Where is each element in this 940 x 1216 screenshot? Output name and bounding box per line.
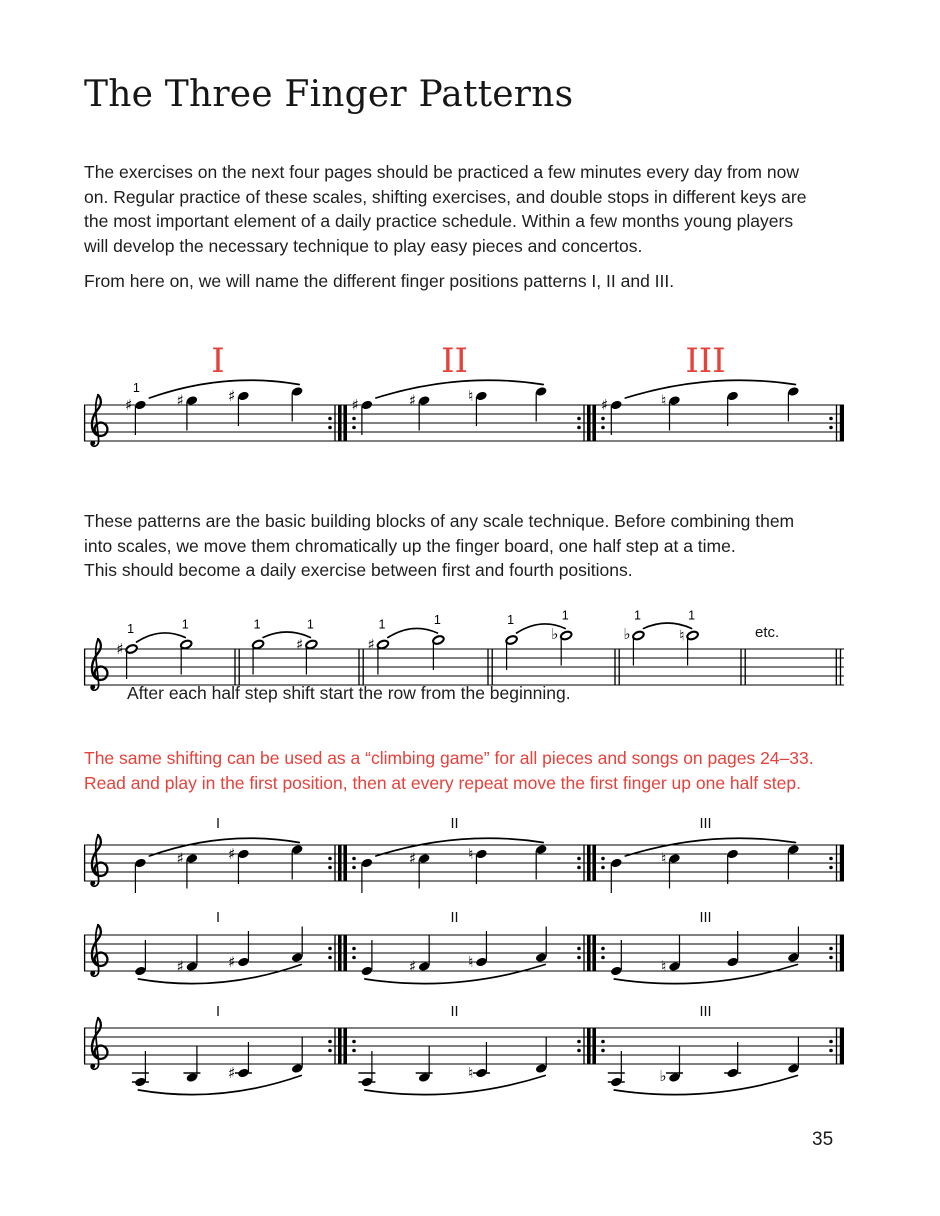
accidental: ♯ <box>228 387 236 405</box>
note <box>358 1051 375 1087</box>
pattern-label: III <box>699 910 712 926</box>
note <box>535 1038 548 1074</box>
accidental: ♯ <box>116 640 124 658</box>
note <box>409 850 431 889</box>
note <box>787 386 800 421</box>
fingering-label: 1 <box>561 608 569 623</box>
note <box>679 609 699 666</box>
fingering-label: 1 <box>306 617 314 632</box>
page-title: The Three Finger Patterns <box>84 74 574 115</box>
accidental: ♯ <box>408 391 417 410</box>
music-system-patterns-on-d-string <box>84 906 874 1008</box>
fingering-label: 1 <box>253 617 261 632</box>
note <box>368 618 390 675</box>
note <box>291 386 304 421</box>
note <box>228 845 250 884</box>
slur <box>365 1076 545 1095</box>
note <box>535 927 548 963</box>
accidental: ♯ <box>176 849 184 868</box>
slur <box>625 380 795 398</box>
note <box>726 391 739 426</box>
accidental: ♯ <box>408 849 417 868</box>
slur <box>376 380 543 398</box>
note <box>551 609 572 666</box>
fingering-label: 1 <box>507 613 515 627</box>
accidental: ♮ <box>468 1064 474 1082</box>
shift-caption: After each half step shift start the row from the beginning. <box>127 683 571 703</box>
note <box>724 1042 741 1078</box>
slur <box>138 965 301 984</box>
climbing-game-note: The same shifting can be used as a “climbing game” for all pieces and songs on pages 24–33. Read and play in the first position, then at every repeat move the first finger up one half step. <box>84 748 814 793</box>
accidental: ♯ <box>176 391 184 410</box>
note <box>726 849 739 884</box>
note <box>409 936 431 976</box>
note <box>296 618 318 675</box>
fingering-label: 1 <box>132 381 140 395</box>
note <box>125 396 147 435</box>
fingering-label: 1 <box>127 622 135 636</box>
accidental: ♮ <box>661 957 667 976</box>
note <box>177 936 199 976</box>
note <box>787 1038 800 1074</box>
note <box>134 940 147 976</box>
slur <box>376 838 543 856</box>
note <box>132 1051 149 1087</box>
pattern-label: III <box>685 341 726 381</box>
accidental: ♮ <box>468 387 474 405</box>
fingering-label: 1 <box>433 613 441 627</box>
slur <box>614 965 797 984</box>
pattern-label: II <box>450 1004 459 1020</box>
accidental: ♯ <box>125 396 133 414</box>
note <box>177 850 199 889</box>
slur <box>365 965 545 984</box>
slur <box>137 633 186 642</box>
accidental: ♯ <box>351 396 359 414</box>
note <box>661 936 681 976</box>
note <box>535 844 548 879</box>
accidental: ♭ <box>623 625 631 643</box>
slur <box>614 1076 797 1095</box>
accidental: ♯ <box>601 396 609 414</box>
note <box>291 844 304 879</box>
slur <box>149 380 299 398</box>
slur <box>149 838 299 856</box>
accidental: ♯ <box>228 845 236 863</box>
note <box>416 1047 433 1083</box>
music-system-patterns-on-g-string <box>84 1002 874 1112</box>
note <box>409 392 431 431</box>
music-system-chromatic-shift-exercise <box>84 598 874 692</box>
pattern-label: III <box>699 816 712 832</box>
pattern-label: I <box>211 341 225 381</box>
pattern-label: I <box>215 1004 221 1020</box>
note <box>177 392 199 431</box>
pattern-label: III <box>699 1004 712 1020</box>
treble-clef-icon <box>91 395 108 446</box>
note <box>726 931 739 967</box>
accidental: ♮ <box>661 849 667 868</box>
naming-paragraph: From here on, we will name the different finger positions patterns I, II and III. <box>84 271 675 291</box>
etc-label: etc. <box>755 624 780 641</box>
accidental: ♯ <box>228 953 236 971</box>
accidental: ♯ <box>228 1064 236 1082</box>
note <box>608 1051 625 1087</box>
note <box>352 396 374 435</box>
accidental: ♮ <box>661 391 667 410</box>
note <box>787 844 800 879</box>
fingering-label: 1 <box>181 617 189 632</box>
note <box>360 858 373 893</box>
fingering-label: 1 <box>633 608 641 623</box>
pattern-label: II <box>450 816 459 832</box>
pattern-label: I <box>215 816 221 832</box>
note <box>659 1047 683 1086</box>
note <box>228 387 250 426</box>
note <box>183 1047 200 1083</box>
note <box>601 396 623 435</box>
note <box>610 858 623 893</box>
accidental: ♭ <box>659 1067 667 1085</box>
pattern-label: I <box>215 910 221 926</box>
note <box>228 931 250 971</box>
accidental: ♯ <box>176 957 184 976</box>
pattern-label: II <box>450 910 459 926</box>
fingering-label: 1 <box>688 608 696 623</box>
fingering-label: 1 <box>378 617 386 632</box>
accidental: ♮ <box>679 626 685 645</box>
note <box>661 850 681 889</box>
note <box>468 387 488 426</box>
note <box>360 940 373 976</box>
pattern-label: II <box>441 341 468 381</box>
note <box>134 858 147 893</box>
page-number: 35 <box>812 1129 834 1150</box>
note <box>661 392 681 431</box>
note <box>623 609 644 666</box>
slur <box>625 838 795 856</box>
accidental: ♮ <box>468 845 474 863</box>
music-system-finger-patterns-named <box>84 336 874 456</box>
note <box>468 1042 490 1082</box>
note <box>291 927 304 963</box>
accidental: ♯ <box>367 635 375 654</box>
note <box>468 931 488 971</box>
accidental: ♭ <box>551 625 559 643</box>
note <box>291 1038 304 1074</box>
intro-paragraph: The exercises on the next four pages should be practiced a few minutes every day from now on. Regular practice of these scales, shifting exercises, and double stops in different keys are the most important element of a daily practice schedule. Within a few months young players will develop the necessary technique to play easy pieces and concertos. <box>84 162 807 256</box>
note <box>432 613 445 670</box>
note <box>787 927 800 963</box>
note <box>116 622 138 679</box>
note <box>228 1042 252 1082</box>
note <box>505 613 518 670</box>
music-system-patterns-on-a-string <box>84 812 874 910</box>
treble-clef-icon <box>91 1018 108 1069</box>
note <box>180 618 193 675</box>
note <box>252 618 265 675</box>
treble-clef-icon <box>91 639 108 690</box>
note <box>535 386 548 421</box>
slur <box>138 1076 301 1095</box>
treble-clef-icon <box>91 925 108 976</box>
note <box>468 845 488 884</box>
accidental: ♮ <box>468 953 474 971</box>
building-blocks-paragraph: These patterns are the basic building blocks of any scale technique. Before combining them into scales, we move them chromatically up the finger board, one half step at a time. This should become a daily exercise between first and fourth positions. <box>84 511 795 581</box>
treble-clef-icon <box>91 835 108 886</box>
accidental: ♯ <box>408 957 417 976</box>
accidental: ♯ <box>296 635 304 654</box>
slur <box>388 628 437 637</box>
note <box>610 940 623 976</box>
